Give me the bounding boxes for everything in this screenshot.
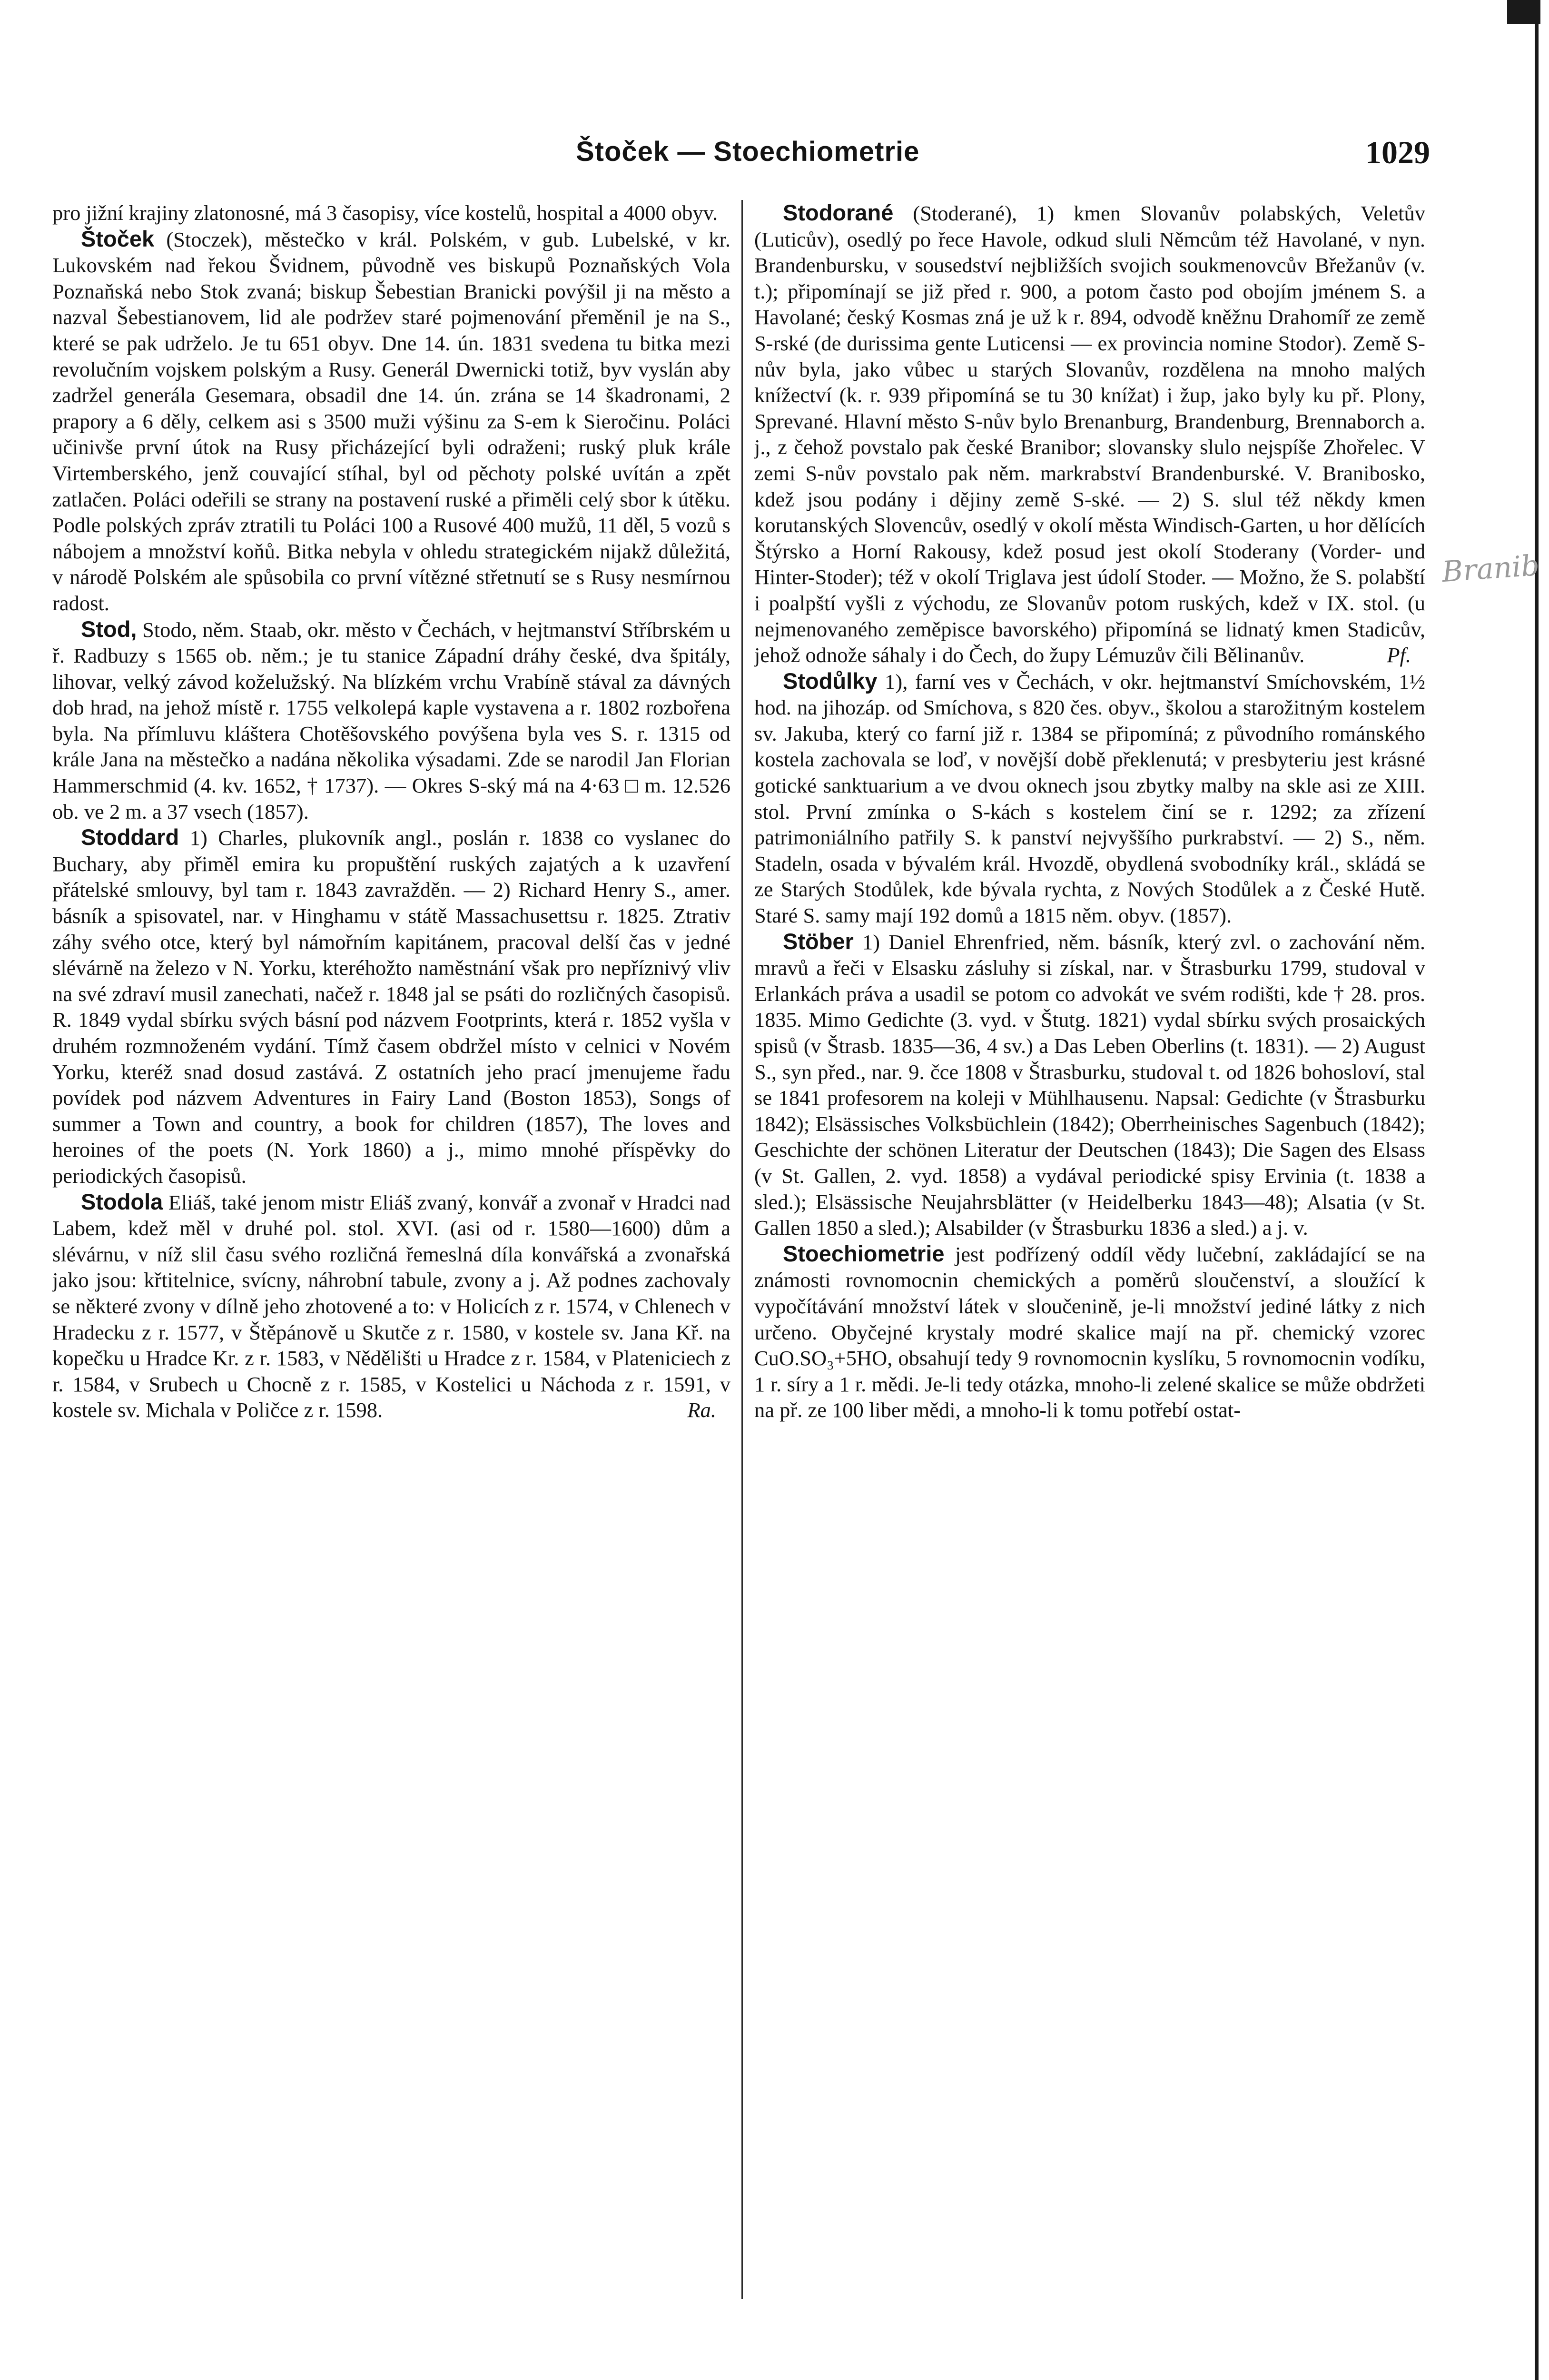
page-number: 1029 — [1365, 134, 1430, 170]
dictionary-entry — [754, 200, 1425, 668]
page-header — [52, 136, 1430, 174]
entry-text: Stodo, něm. Staab, okr. město v Čechách, v hejtmanství Stříbrském u ř. Radbuzy s 1565 ob. něm.; je tu stanice Západní dráhy české, dva špitály, lihovar, velký závod koželužský. Na blízkém vrchu Vrabíně stával za dávných dob hrad, na jehož místě r. 1755 velkolepá kaple vystavena a r. 1802 rozbořena byla. Na přímluvu kláštera Chotěšovského povýšena byla ves S. r. 1315 od krále Jana na městečko a nadána několika výsadami. Zde se narodil Jan Florian Hammerschmid (4. kv. 1652, † 1737). — Okres S-ský má na 4·63 □ m. 12.526 ob. ve 2 m. a 37 vsech (1857). — [52, 617, 730, 823]
dictionary-entry — [754, 929, 1425, 1241]
running-title: Štoček — Stoechiometrie — [576, 136, 920, 167]
entry-text: jest podřízený oddíl vědy lučební, zakládající se na známosti rovnomocnin chemických a poměrů slouč​enství, a sloužící k vypočítávání množství látek v slouč​enině, je-li množství jediné látky z nich určeno. Obyčejné krystaly modré skalice mají na př. chemický vzorec CuO.SO₃+5HO, obsahují tedy 9 rovnomocnin kyslíku, 5 rovnomocnin vodíku, 1 r. síry a 1 r. mědi. Je-li tedy otázka, mnoho-li zelené skalice se může obdržeti na př. ze 100 liber mědi, a mnoho-li k tomu potřebí ostat- — [754, 1242, 1425, 1422]
dictionary-entry — [754, 1241, 1425, 1423]
left-column — [52, 200, 730, 2342]
dictionary-entry — [52, 824, 730, 1189]
dictionary-entry — [52, 226, 730, 616]
entry-headword: Stoddard — [81, 824, 179, 850]
entry-text: pro jižní krajiny zlatonosné, má 3 časopisy, více kostelů, hospital a 4000 obyv. — [52, 201, 718, 225]
entry-headword: Stodorané — [783, 200, 894, 225]
entry-text: (Stoderané), 1) kmen Slovanův polabských, Veletův (Luticův), osedlý po řece Havole, odkud sluli Němcům též Havolané, v nyn. Brandenbursku, v sousedství nejbližších svojich soukmenovcův Břežanův (v. t.); připomínají se již před r. 900, a potom často pod obojím jménem S. a Havolané; český Kosmas zná je už k r. 894, odvodě kněžnu Drahomíř ze země S-rské (de durissima gente Luticensi — ex provincia nomine Stodor). Země S-nův byla, jako vůbec u starých Slovanův, rozdělena na mnoho malých knížectví (k. r. 939 připomíná se tu 30 knížat) i žup, jako byly ku př. Plony, Sprevané. Hlavní město S-nův bylo Brenanburg, Brandenburg, Brennaborch a. j., z čehož povstalo pak české Branibor; slovansky slulo nejspíše Zhořelec. V zemi S-nův povstalo pak něm. markrabství Brandenburské. V. Branibosko, kdež jsou podány i dějiny země S-ské. — 2) S. slul též někdy kmen korutanských Slovencův, osedlý v okolí města Windisch-Garten, u hor dělících Štýrsko a Horní Rakousy, kdež posud jest okolí Stoderany (Vorder- und Hinter-Stoder); též v okolí Triglava jest údolí Stoder. — Možno, že S. polabští i poalpští vyšli z východu, ze Slovanův potom ruských, kdež v IX. stol. (u nejmenovaného zeměpisce bavorského) připomíná se lidnatý kmen Stadicův, jehož odnože sáhaly i do Čech, do župy Lémuzův čili Bělinanův. — [754, 201, 1425, 667]
dictionary-entry — [52, 1189, 730, 1423]
entry-headword: Stod, — [81, 616, 137, 642]
entry-continuation — [52, 200, 730, 226]
author-signature: Pf. — [1387, 643, 1411, 667]
scan-edge — [1535, 0, 1539, 2380]
author-signature: Ra. — [687, 1398, 716, 1422]
right-column — [754, 200, 1425, 2342]
entry-headword: Stodůlky — [783, 668, 878, 694]
scan-corner — [1507, 0, 1540, 24]
dictionary-entry — [754, 668, 1425, 929]
marginal-pencil-note: Branib — [1440, 548, 1540, 589]
column-divider — [741, 200, 743, 2299]
entry-headword: Stoechiometrie — [783, 1240, 945, 1266]
dictionary-entry — [52, 616, 730, 825]
entry-text: 1), farní ves v Čechách, v okr. hejtmanství Smíchovském, 1½ hod. na jihozáp. od Smíchova, s 820 čes. obyv., školou a starožitným kostelem sv. Jakuba, který co farní již r. 1384 se připomíná; z původního románského kostela zachovala se loď, v novější době překlenutá; v presbyteriu jest krásné gotické sanktuarium a ve dvou oknech jsou zbytky malby na skle asi ze XIII. stol. První zmínka o S-kách s kostelem činí se r. 1292; za zřízení patrimoniálního patřily S. k panství nejvyššího purkrabství. — 2) S., něm. Stadeln, osada v bývalém král. Hvozdě, obydlená svobodníky král., skládá se ze Starých Stodůlek, kde bývala rychta, z Nových Stodůlek a z České Hutě. Staré S. samy mají 192 domů a 1815 něm. obyv. (1857). — [754, 669, 1425, 928]
entry-headword: Stodola — [81, 1189, 163, 1214]
entry-text: 1) Charles, plukovník angl., poslán r. 1838 co vyslanec do Buchary, aby přiměl emira ku propuštění ruských zajatých a k uzavření přátelské smlouvy, byl tam r. 1843 zavražděn. — 2) Richard Henry S., amer. básník a spisovatel, nar. v Hinghamu v státě Massachusettsu r. 1825. Ztrativ záhy svého otce, který byl námořním kapitánem, pracoval delší čas v jedné slévárně na železo v N. Yorku, kteréhožto naměstnání však pro nepříznivý vliv na své zdraví musil zanechati, načež r. 1848 jal se psáti do rozličných časopisů. R. 1849 vydal sbírku svých básní pod názvem Footprints, která r. 1852 vyšla v druhém rozmnoženém vydání. Tímž časem obdržel místo v celnici v Novém Yorku, kteréž snad dosud zastává. Z ostatních jeho prací jmenujeme řadu povídek pod názvem Adventures in Fairy Land (Boston 1853), Songs of summer a Town and country, a book for children (1857), The loves and heroines of the poets (N. York 1860) a j., mimo mnohé příspěvky do periodických časopisů. — [52, 826, 730, 1188]
entry-headword: Stöber — [783, 928, 854, 954]
entry-text: (Stoczek), městečko v král. Polském, v gub. Lubelské, v kr. Lukovském nad řekou Švidnem, původně ves biskupů Poznaňských Vola Poznaňská nebo Stok zvaná; biskup Šebestian Branicki povýšil ji na město a nazval Šebestianovem, lid ale podržev staré pojmenování přeměnil je na S., které se pak udrželo. Je tu 651 obyv. Dne 14. ún. 1831 svedena tu bitka mezi revolučním vojskem polským a Rusy. Generál Dwernicki totiž, byv vyslán aby zadržel generála Gesemara, obsadil dne 14. ún. zrána se 14 škadronami, 2 prapory a 6 děly, celkem asi s 3500 muži výšinu za S-em k Sieročinu. Poláci učinivše první útok na Rusy přicházející byli odraženi; ruský pluk krále Virtemberského, jenž couvající stíhal, byl od pěchoty polské uvítán a zpět zatlačen. Poláci odeřili se strany na postavení ruské a přiměli celý sbor k útěku. Podle polských zpráv ztratili tu Poláci 100 a Rusové 400 mužů, 11 děl, 5 vozů s nábojem a množství koňů. Bitka nebyla v ohledu strategickém nijakž důležitá, v národě Polském ale spůsobila co první vítězné střetnutí se s Rusy nesmírnou radost. — [52, 227, 730, 615]
entry-headword: Štoček — [81, 226, 155, 251]
entry-text: Eliáš, také jenom mistr Eliáš zvaný, konvář a zvonař v Hradci nad Labem, kdež měl v druhé pol. stol. XVI. (asi od r. 1580—1600) dům a slévárnu, v níž slil času svého rozličná řemeslná díla konvářská a zvonařská jako jsou: křtitelnice, svícny, náhrobní tabule, zvony a j. Až podnes zachovaly se některé zvony v dílně jeho zhotovené a to: v Holicích z r. 1574, v Chlenech v Hradecku z r. 1577, v Štěpánově u Skutče z r. 1580, v kostele sv. Jana Kř. na kopečku u Hradce Kr. z r. 1583, v Nědělišti u Hradce z r. 1584, v Plateniciech z r. 1584, v Srubech u Chocně z r. 1585, v Kostelici u Náchoda z r. 1591, v kostele sv. Michala v Poličce z r. 1598. — [52, 1190, 730, 1422]
entry-text: 1) Daniel Ehrenfried, něm. básník, který zvl. o zachování něm. mravů a řeči v Elsasku zásluhy si získal, nar. v Štrasburku 1799, studoval v Erlankách práva a usadil se potom co advokát ve svém rodišti, kde † 28. pros. 1835. Mimo Gedichte (3. vyd. v Štutg. 1821) vydal sbírku svých prosaických spisů (v Štrasb. 1835—36, 4 sv.) a Das Leben Oberlins (t. 1831). — 2) August S., syn před., nar. 9. čce 1808 v Štrasburku, studoval t. od 1826 bohosloví, stal se 1841 profesorem na koleji v Mühlhausenu. Napsal: Gedichte (v Štrasburku 1842); Elsässisches Volksbüchlein (1842); Oberrheinisches Sagenbuch (1842); Geschichte der schönen Literatur der Deutschen (1843); Die Sagen des Elsass (v St. Gallen, 2. vyd. 1858) a vydával periodické spisy Ervinia (t. 1838 a sled.); Elsässische Neujahrsblätter (v Heidelberku 1843—48); Alsatia (v St. Gallen 1850 a sled.); Alsabilder (v Štrasburku 1836 a sled.) a j. v. — [754, 930, 1425, 1240]
